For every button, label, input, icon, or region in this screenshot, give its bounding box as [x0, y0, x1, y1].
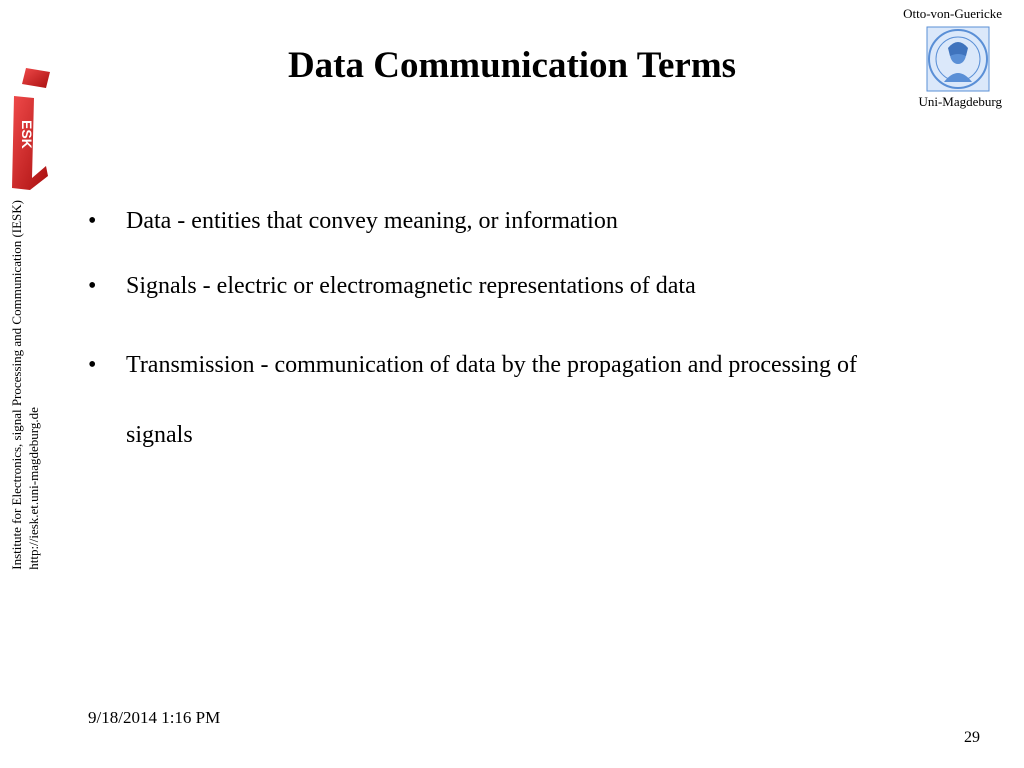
bullet-item [88, 251, 868, 321]
university-name-bottom: Uni-Magdeburg [918, 94, 1002, 109]
bullet-marker: • [88, 208, 97, 234]
institute-name: Institute for Electronics, signal Processing and Communication (IESK) [9, 200, 24, 570]
bullet-marker: • [88, 352, 97, 378]
bullet-text: Transmission - communication of data by the propagation and processing of signals [126, 352, 857, 448]
university-name-top: Otto-von-Guericke [903, 6, 1002, 21]
institute-url: http://iesk.et.uni-magdeburg.de [26, 407, 41, 570]
bullet-text: Signals - electric or electromagnetic representations of data [126, 273, 696, 299]
iesk-logo-text: ESK [19, 120, 35, 149]
institute-sidebar [8, 200, 42, 570]
page-number: 29 [964, 729, 980, 746]
bullet-item [88, 200, 868, 242]
bullet-list [88, 200, 868, 479]
bullet-item [88, 330, 868, 470]
bullet-marker: • [88, 273, 97, 299]
footer-date: 9/18/2014 1:16 PM [88, 708, 221, 727]
slide-title: Data Communication Terms [287, 45, 737, 86]
bullet-text: Data - entities that convey meaning, or information [126, 208, 618, 234]
